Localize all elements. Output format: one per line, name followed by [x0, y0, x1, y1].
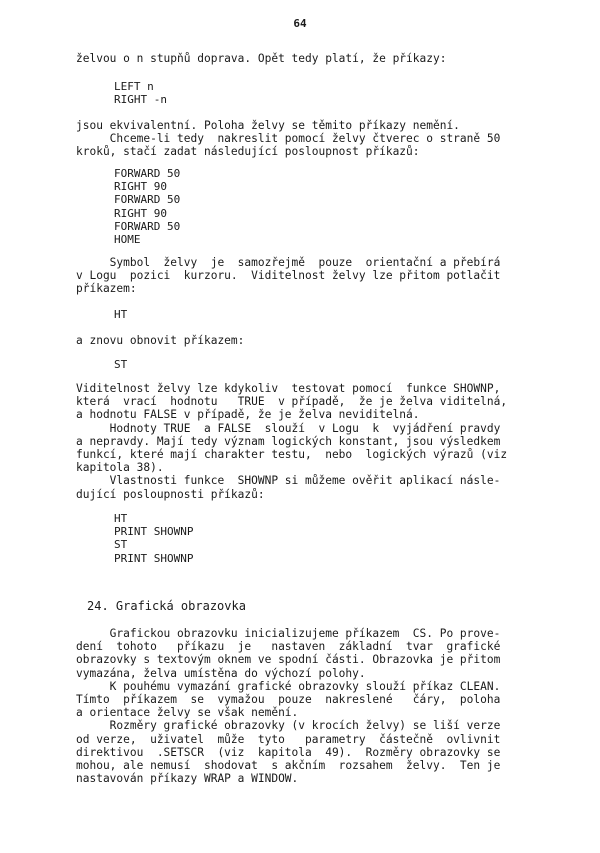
code-st: ST [114, 358, 128, 371]
code-ht: HT [114, 308, 128, 321]
paragraph-turtle-rotation: želvou o n stupňů doprava. Opět tedy platí, že příkazy: [76, 52, 447, 65]
paragraph-equivalence: jsou ekvivalentní. Poloha želvy se těmito příkazy nemění. Chceme-li tedy nakreslit pomocí želvy čtverec o straně 50 kroků, stačí zadat následující posloupnost příkazů: [76, 119, 501, 159]
section-heading: 24. Grafická obrazovka [87, 599, 246, 613]
paragraph-visibility: Viditelnost želvy lze kdykoliv testovat pomocí funkce SHOWNP, která vrací hodnotu TRUE v případě, že je želva viditelná, a hodnotu FALSE v případě, že je želva neviditelná. Hodnoty TRUE a FALSE slouží v Logu k vyjádření pravdy a nepravdy. Mají tedy význam logických konstant, jsou výsledkem funkcí, které mají charakter testu, nebo logických výrazů (viz kapitola 38). Vlastnosti funkce SHOWNP si můžeme ověřit aplikací násle- dující posloupnosti příkazů: [76, 382, 508, 501]
code-square: FORWARD 50 RIGHT 90 FORWARD 50 RIGHT 90 FORWARD 50 HOME [114, 167, 181, 247]
page-number: 64 [293, 17, 307, 30]
paragraph-turtle-symbol: Symbol želvy je samozřejmě pouze orientační a přebírá v Logu pozici kurzoru. Viditelnost želvy lze přitom potlačit příkazem: [76, 256, 501, 296]
paragraph-graphics-screen: Grafickou obrazovku inicializujeme příkazem CS. Po prove- dení tohoto příkazu je nastaven základní tvar grafické obrazovky s textovým oknem ve spodní části. Obrazovka je přitom vymazána, želva umístěna do výchozí polohy. K pouhému vymazání grafické obrazovky slouží příkaz CLEAN. Tímto příkazem se vymažou pouze nakreslené čáry, poloha a orientace želvy se však nemění. Rozměry grafické obrazovky (v krocích želvy) se liší verze od verze, uživatel může tyto parametry částečně ovlivnit direktivou .SETSCR (viz kapitola 49). Rozměry obrazovky se mohou, ale nemusí shodovat s akčním rozsahem želvy. Ten je nastavován příkazy WRAP a WINDOW. [76, 627, 501, 786]
paragraph-restore: a znovu obnovit příkazem: [76, 334, 245, 347]
code-left-right: LEFT n RIGHT -n [114, 80, 167, 107]
code-shownp: HT PRINT SHOWNP ST PRINT SHOWNP [114, 512, 194, 565]
